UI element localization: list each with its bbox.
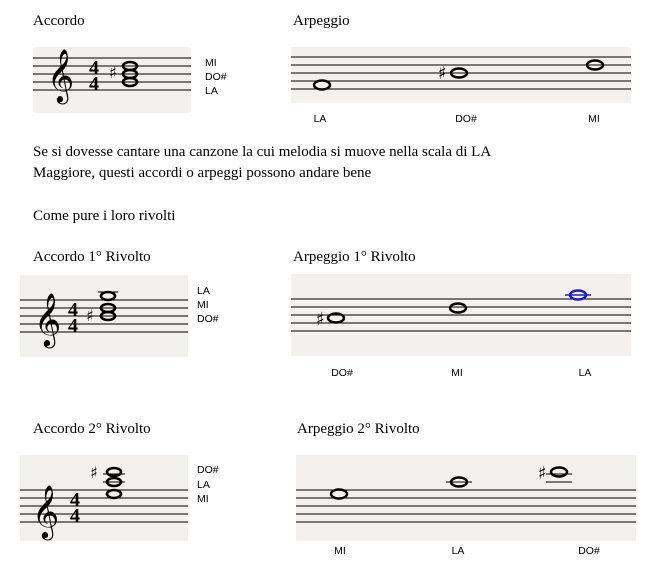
arpeggio-staff-inv2-svg (296, 455, 636, 541)
whole-note-icon (331, 490, 347, 499)
chord-note-label: LA (197, 479, 210, 491)
whole-note-icon (107, 490, 121, 498)
arpeggio-note-label: DO# (578, 545, 600, 557)
arpeggio-title-inv1: Arpeggio 1° Rivolto (293, 249, 416, 265)
inversions-intro: Come pure i loro rivolti (33, 208, 176, 224)
explanation-line-2: Maggiore, questi accordi o arpeggi possono andare bene (33, 165, 372, 181)
sharp-icon: ♯ (109, 63, 117, 82)
arpeggio-staff-inv1-svg (291, 274, 631, 356)
chord-staff-inv1-svg (20, 275, 188, 357)
chord-staff-inv1 (20, 275, 188, 357)
arpeggio-note-label: DO# (331, 367, 353, 379)
arpeggio-note-label: MI (334, 545, 346, 557)
arpeggio-title-inv2: Arpeggio 2° Rivolto (297, 421, 420, 437)
whole-note-icon (551, 468, 567, 477)
treble-clef-icon: 𝄞 (32, 484, 60, 538)
chord-note-label: MI (197, 299, 209, 311)
sharp-icon: ♯ (316, 309, 325, 330)
time-signature-bottom: 4 (68, 315, 78, 337)
time-signature-top: 4 (68, 299, 78, 321)
time-signature-bottom: 4 (70, 505, 80, 527)
whole-note-icon (101, 292, 115, 300)
chord-note-label: DO# (197, 464, 219, 476)
arpeggio-title-root: Arpeggio (293, 13, 350, 29)
explanation-line-1: Se si dovesse cantare una canzone la cui melodia si muove nella scala di LA (33, 144, 492, 160)
chord-title-inv1: Accordo 1° Rivolto (33, 249, 151, 265)
time-signature-bottom: 4 (89, 73, 99, 95)
time-signature-top: 4 (89, 57, 99, 79)
arpeggio-note-label: LA (578, 367, 592, 379)
time-signature-top: 4 (70, 489, 80, 511)
sharp-icon: ♯ (86, 306, 94, 325)
sharp-icon: ♯ (538, 463, 547, 484)
chord-note-label: MI (205, 57, 217, 69)
arpeggio-staff-inv2 (296, 455, 636, 541)
arpeggio-note-label: MI (451, 367, 463, 379)
arpeggio-staff-root (291, 47, 631, 103)
chord-note-label: MI (197, 493, 209, 505)
chord-staff-inv2-svg (20, 455, 188, 541)
arpeggio-note-label: LA (451, 545, 465, 557)
whole-note-icon (450, 304, 466, 313)
arpeggio-staff-inv1 (291, 274, 631, 356)
chord-staff-root-svg (33, 47, 191, 113)
treble-clef-icon: 𝄞 (34, 292, 62, 346)
chord-staff-root (33, 47, 191, 113)
sharp-icon: ♯ (90, 463, 98, 482)
arpeggio-note-label: MI (588, 113, 600, 125)
chord-note-label: DO# (197, 313, 219, 325)
chord-note-label: DO# (205, 71, 227, 83)
chord-note-label: LA (197, 285, 210, 297)
whole-note-icon (107, 468, 121, 476)
chord-staff-inv2 (20, 455, 188, 541)
chord-title-inv2: Accordo 2° Rivolto (33, 421, 151, 437)
sharp-icon: ♯ (438, 63, 447, 84)
chord-note-label: LA (205, 85, 218, 97)
arpeggio-staff-root-svg (291, 47, 631, 103)
arpeggio-note-label: LA (313, 113, 327, 125)
chord-title-root: Accordo (33, 13, 85, 29)
treble-clef-icon: 𝄞 (47, 48, 75, 102)
arpeggio-note-label: DO# (455, 113, 477, 125)
whole-note-icon (314, 81, 330, 90)
